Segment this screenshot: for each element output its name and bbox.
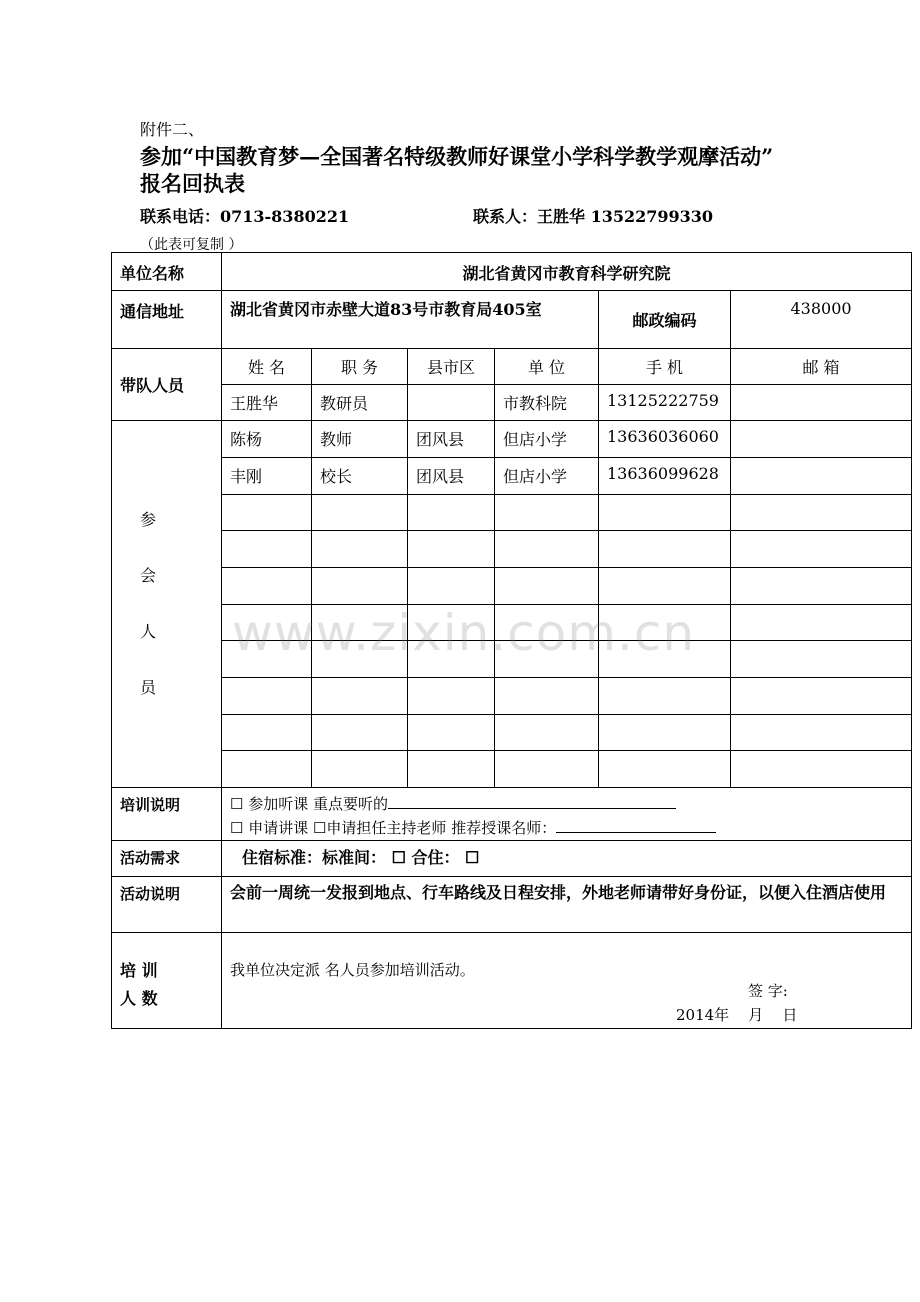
participants-label-char: 参 [140, 510, 157, 529]
participants-label [112, 421, 222, 788]
table-row [112, 385, 912, 421]
address-value[interactable]: 湖北省黄冈市赤壁大道83号市教育局405室 [222, 291, 599, 349]
participant-title[interactable]: 教师 [312, 421, 408, 458]
participants-label-char: 会 [140, 566, 157, 585]
table-row [112, 421, 912, 458]
empty-cell[interactable] [495, 568, 599, 605]
form-subtitle: 报名回执表 [140, 171, 245, 196]
table-row [112, 751, 912, 788]
empty-cell[interactable] [222, 678, 312, 715]
empty-cell[interactable] [408, 715, 495, 751]
empty-cell[interactable] [731, 715, 912, 751]
postcode-value[interactable]: 438000 [731, 291, 912, 349]
column-county: 县市区 [408, 349, 495, 385]
participant-title[interactable]: 校长 [312, 458, 408, 495]
empty-cell[interactable] [599, 531, 731, 568]
empty-cell[interactable] [408, 495, 495, 531]
contact-person: 联系人：王胜华 13522799330 [473, 207, 714, 226]
activity-need-value[interactable]: 住宿标准：标准间： ☐ 合住： ☐ [222, 841, 912, 877]
empty-cell[interactable] [495, 751, 599, 788]
column-title: 职 务 [312, 349, 408, 385]
empty-cell[interactable] [222, 751, 312, 788]
leader-name[interactable]: 王胜华 [222, 385, 312, 421]
empty-cell[interactable] [222, 531, 312, 568]
attachment-label: 附件二、 [140, 120, 205, 139]
empty-cell[interactable] [312, 715, 408, 751]
empty-cell[interactable] [408, 751, 495, 788]
participant-email[interactable] [731, 421, 912, 458]
table-row [112, 458, 912, 495]
empty-cell[interactable] [312, 751, 408, 788]
empty-cell[interactable] [312, 678, 408, 715]
date-label: 2014年 月 日 [676, 1006, 798, 1024]
participant-county[interactable]: 团风县 [408, 421, 495, 458]
empty-cell[interactable] [408, 678, 495, 715]
leader-county[interactable] [408, 385, 495, 421]
participant-mobile[interactable]: 13636036060 [599, 421, 731, 458]
lecture-checkbox-text[interactable]: ☐ 申请讲课 ☐申请担任主持老师 推荐授课名师： [230, 819, 557, 837]
participant-unit[interactable]: 但店小学 [495, 421, 599, 458]
column-mobile: 手 机 [599, 349, 731, 385]
empty-cell[interactable] [599, 715, 731, 751]
table-row [112, 678, 912, 715]
empty-cell[interactable] [312, 568, 408, 605]
empty-cell[interactable] [495, 678, 599, 715]
watermark: www.zixin.com.cn [232, 604, 696, 662]
column-name: 姓 名 [222, 349, 312, 385]
participants-label-char: 员 [140, 678, 157, 697]
leader-title[interactable]: 教研员 [312, 385, 408, 421]
empty-cell[interactable] [599, 751, 731, 788]
unit-value[interactable]: 湖北省黄冈市教育科学研究院 [222, 253, 912, 291]
empty-cell[interactable] [599, 678, 731, 715]
table-row [112, 531, 912, 568]
empty-cell[interactable] [312, 531, 408, 568]
leader-unit[interactable]: 市教科院 [495, 385, 599, 421]
postcode-label: 邮政编码 [599, 291, 731, 349]
empty-cell[interactable] [222, 715, 312, 751]
empty-cell[interactable] [495, 495, 599, 531]
signature-label: 签 字: [748, 982, 788, 1000]
empty-cell[interactable] [312, 495, 408, 531]
form-title: 参加“中国教育梦—全国著名特级教师好课堂小学科学教学观摩活动” [140, 144, 774, 169]
copy-note: （此表可复制 ） [140, 237, 243, 253]
empty-cell[interactable] [731, 568, 912, 605]
teacher-blank[interactable] [556, 818, 716, 833]
empty-cell[interactable] [731, 641, 912, 678]
count-label-line2: 人 数 [120, 989, 158, 1008]
leader-label: 带队人员 [112, 349, 222, 421]
training-options [222, 788, 912, 841]
empty-cell[interactable] [408, 568, 495, 605]
column-email: 邮 箱 [731, 349, 912, 385]
participant-name[interactable]: 陈杨 [222, 421, 312, 458]
empty-cell[interactable] [731, 678, 912, 715]
empty-cell[interactable] [495, 715, 599, 751]
empty-cell[interactable] [495, 531, 599, 568]
activity-note-label: 活动说明 [112, 877, 222, 933]
table-row [112, 568, 912, 605]
focus-blank[interactable] [388, 794, 676, 809]
activity-note-value: 会前一周统一发报到地点、行车路线及日程安排，外地老师请带好身份证，以便入住酒店使用 [222, 877, 912, 933]
empty-cell[interactable] [731, 495, 912, 531]
unit-label: 单位名称 [112, 253, 222, 291]
listen-checkbox-text[interactable]: ☐ 参加听课 重点要听的 [230, 795, 388, 813]
table-row [112, 715, 912, 751]
activity-need-label: 活动需求 [112, 841, 222, 877]
empty-cell[interactable] [408, 531, 495, 568]
participant-county[interactable]: 团风县 [408, 458, 495, 495]
empty-cell[interactable] [731, 531, 912, 568]
table-row [112, 495, 912, 531]
address-label: 通信地址 [112, 291, 222, 349]
empty-cell[interactable] [599, 568, 731, 605]
participant-email[interactable] [731, 458, 912, 495]
count-label [112, 933, 222, 1029]
training-label: 培训说明 [112, 788, 222, 841]
empty-cell[interactable] [731, 751, 912, 788]
participant-unit[interactable]: 但店小学 [495, 458, 599, 495]
empty-cell[interactable] [222, 568, 312, 605]
column-unit: 单 位 [495, 349, 599, 385]
leader-mobile[interactable]: 13125222759 [599, 385, 731, 421]
count-value[interactable]: 我单位决定派 名人员参加培训活动。 [222, 933, 912, 1029]
participant-name[interactable]: 丰刚 [222, 458, 312, 495]
count-label-line1: 培 训 [120, 961, 158, 980]
participant-mobile[interactable]: 13636099628 [599, 458, 731, 495]
empty-cell[interactable] [731, 605, 912, 641]
contact-phone: 联系电话：0713-8380221 [140, 207, 350, 226]
empty-cell[interactable] [599, 495, 731, 531]
participants-label-char: 人 [140, 622, 157, 641]
leader-email[interactable] [731, 385, 912, 421]
empty-cell[interactable] [222, 495, 312, 531]
